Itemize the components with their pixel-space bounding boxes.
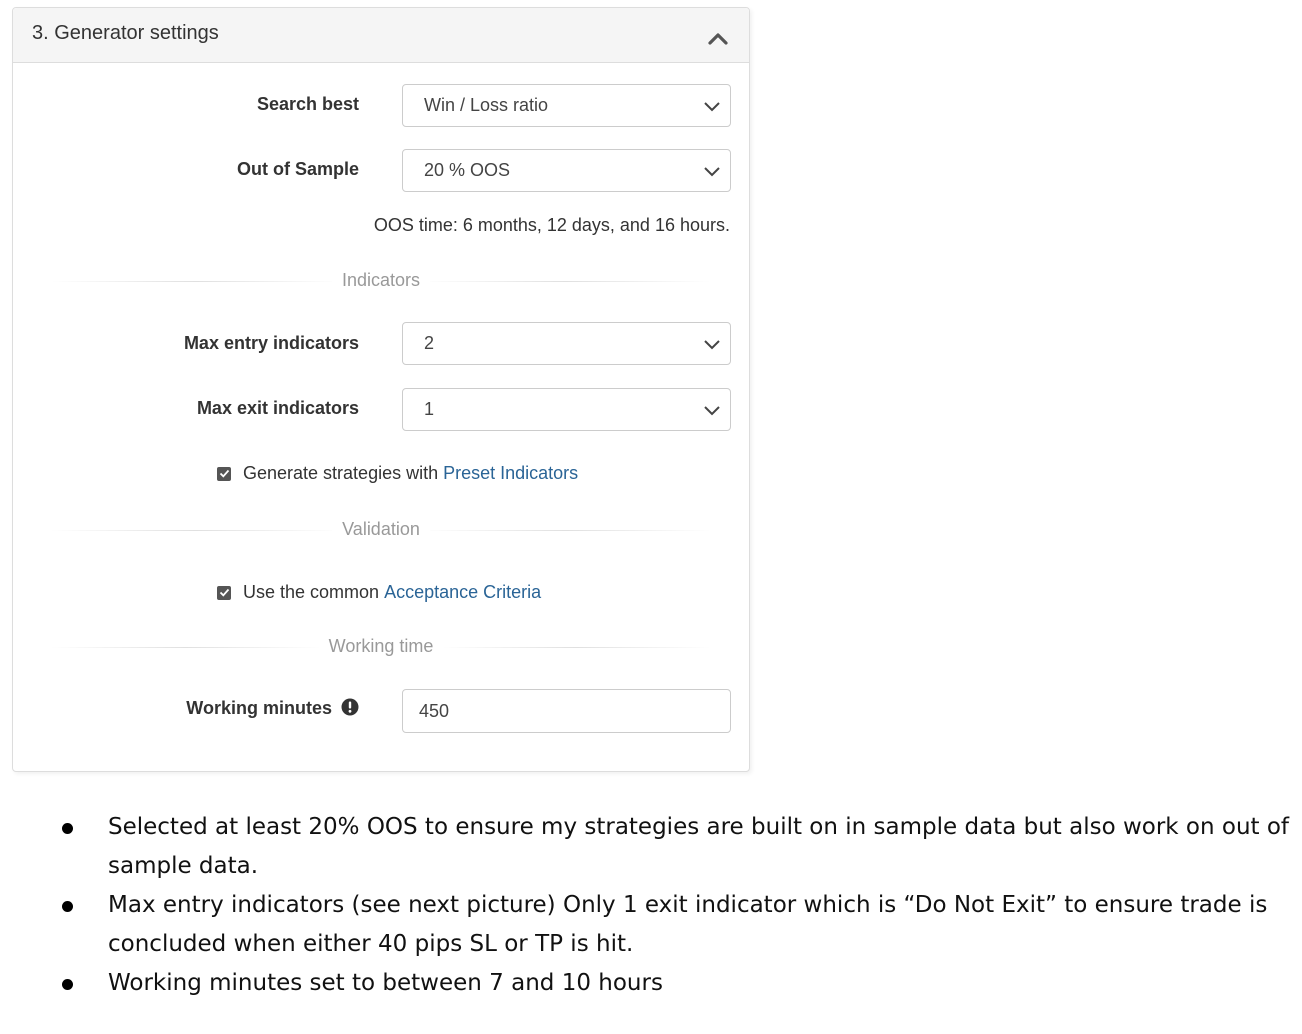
list-item: Max entry indicators (see next picture) Only 1 exit indicator which is “Do Not Exit” to ensure trade is concluded when either 40 pips SL or TP is hit. — [108, 886, 1302, 964]
list-item: Working minutes set to between 7 and 10 hours — [108, 964, 1302, 1003]
validation-divider — [51, 519, 711, 541]
search-best-label: Search best — [256, 94, 359, 114]
preset-indicators-checkbox[interactable] — [217, 467, 231, 481]
chevron-down-icon — [702, 337, 722, 351]
max-exit-select[interactable] — [402, 388, 731, 431]
working-time-divider — [51, 636, 711, 658]
search-best-value: Win / Loss ratio — [424, 95, 549, 115]
max-exit-label: Max exit indicators — [196, 398, 359, 418]
notes-list — [60, 808, 1302, 1003]
chevron-down-icon — [702, 403, 722, 417]
indicators-divider — [51, 270, 711, 292]
max-exit-value: 1 — [424, 399, 435, 419]
list-item: Selected at least 20% OOS to ensure my strategies are built on in sample data but also work on out of sample data. — [108, 808, 1302, 886]
working-minutes-input[interactable] — [402, 689, 731, 733]
preset-indicators-row — [217, 463, 578, 484]
search-best-select[interactable] — [402, 84, 731, 127]
acceptance-criteria-link[interactable]: Acceptance Criteria — [384, 582, 542, 602]
check-icon — [219, 587, 230, 598]
indicators-section-label: Indicators — [332, 270, 430, 291]
out-of-sample-select[interactable] — [402, 149, 731, 192]
acceptance-criteria-checkbox[interactable] — [217, 586, 231, 600]
working-time-section-label: Working time — [319, 636, 444, 657]
exclamation-circle-icon[interactable] — [341, 698, 359, 716]
check-icon — [219, 468, 230, 479]
chevron-down-icon — [702, 99, 722, 113]
chevron-up-icon[interactable] — [707, 30, 729, 46]
acceptance-criteria-text: Use the common — [243, 582, 385, 602]
out-of-sample-value: 20 % OOS — [424, 160, 511, 180]
preset-indicators-link[interactable]: Preset Indicators — [443, 463, 579, 483]
panel-header[interactable] — [13, 8, 749, 63]
out-of-sample-label: Out of Sample — [236, 159, 359, 179]
max-entry-label: Max entry indicators — [183, 333, 359, 353]
generator-settings-panel — [12, 7, 750, 772]
validation-section-label: Validation — [332, 519, 430, 540]
oos-time-info: OOS time: 6 months, 12 days, and 16 hours. — [373, 215, 730, 235]
working-minutes-label-group — [186, 698, 359, 719]
preset-indicators-text: Generate strategies with — [243, 463, 444, 483]
panel-title: 3. Generator settings — [32, 22, 219, 44]
working-minutes-label: Working minutes — [186, 698, 332, 718]
max-entry-value: 2 — [424, 333, 435, 353]
acceptance-criteria-row — [217, 582, 541, 603]
chevron-down-icon — [702, 164, 722, 178]
max-entry-select[interactable] — [402, 322, 731, 365]
